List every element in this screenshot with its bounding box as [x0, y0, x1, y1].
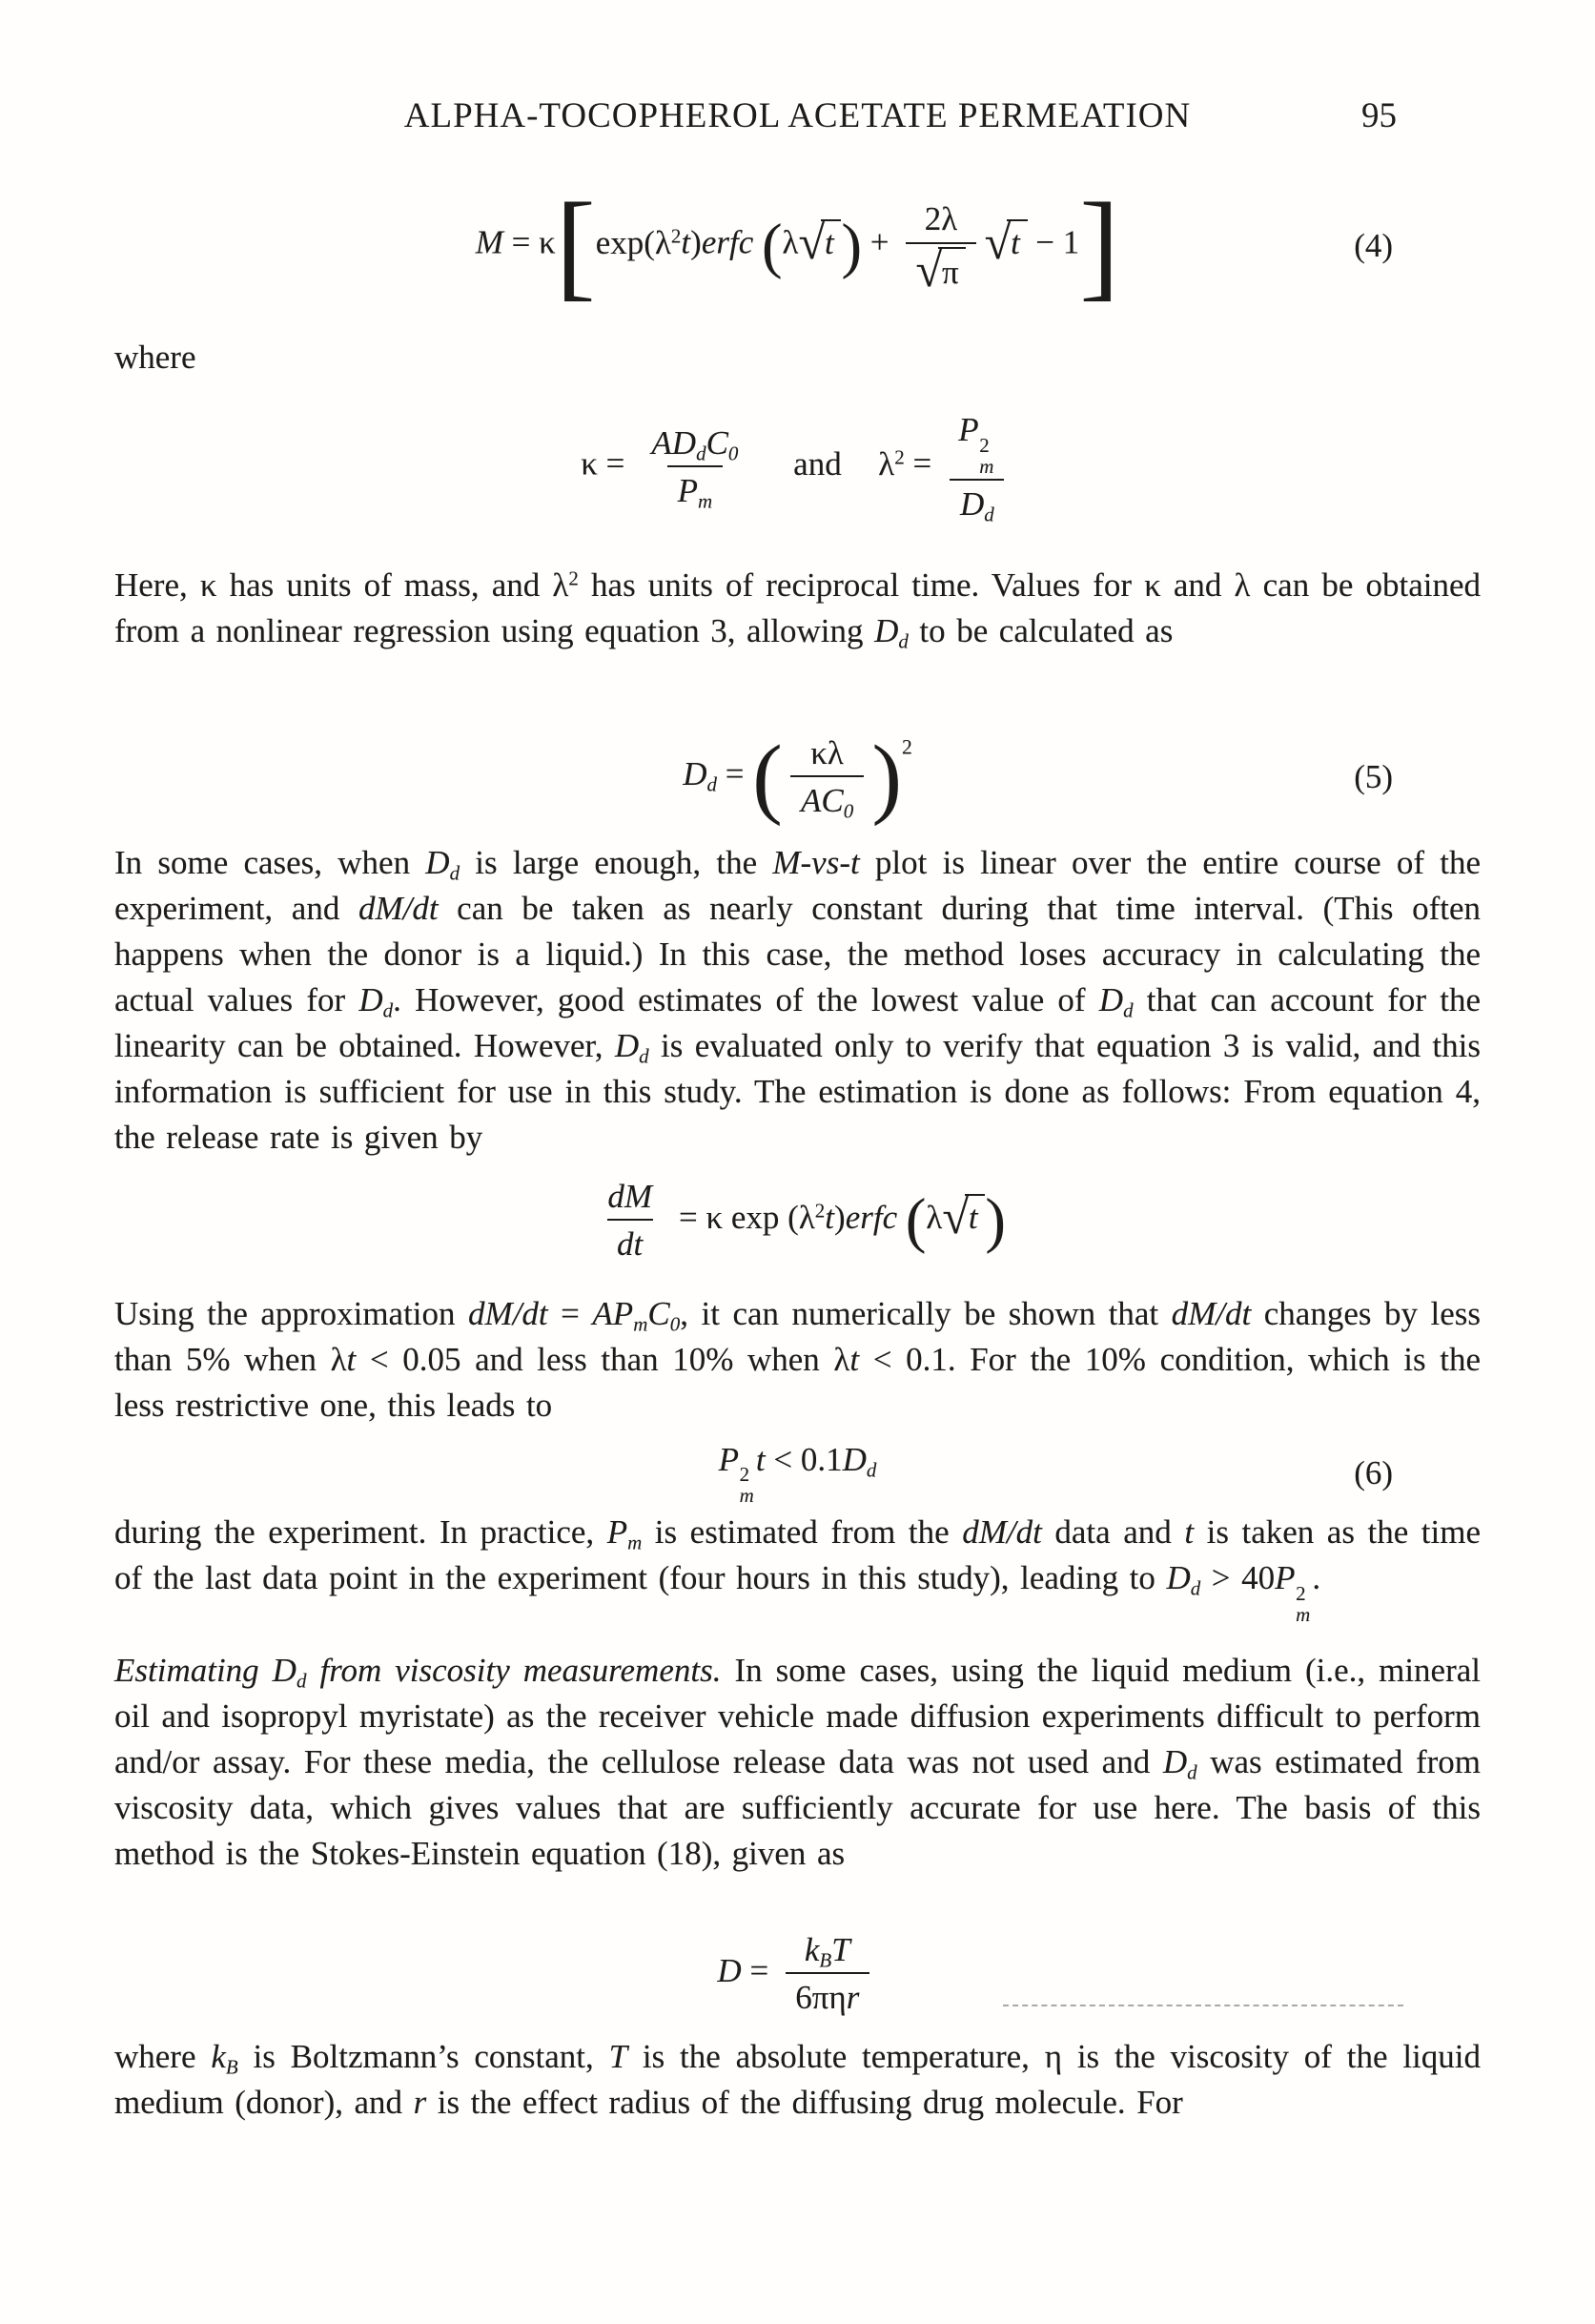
equation-definitions-body: κ = $\frac{AD_dC_0}{P_m}$ and $\lambda^2$ = P 2 m $D_d$ — [581, 410, 1013, 524]
running-head: ALPHA-TOCOPHEROL ACETATE PERMEATION — [403, 96, 1192, 135]
equation-4-body: $M = \kappa[\exp(\lambda^2t)erfc$ (λ√t ) + $\frac{2\lambda}{√\pi}$ √t − 1] — [475, 179, 1120, 312]
equation-5-body: $D_d$ = ( $\frac{\kappa\lambda}{AC_0}$ )$^2$ — [683, 728, 912, 827]
scan-artifact-line — [1003, 2005, 1403, 2006]
equation-5 — [114, 717, 1481, 837]
equation-5-number: (5) — [1354, 758, 1393, 795]
equation-4-number: (4) — [1354, 227, 1393, 264]
paragraph-approximation: Using the approximation $dM/dt = AP_mC_0$, it can numerically be shown that dM/dt changes by less than 5% when λt < 0.05 and less than 10% when λt < 0.1. For the 10% condition, which is the less restrictive one, this leads to — [114, 1295, 1482, 1424]
paragraph-estimating-viscosity: Estimating $D_d$ from viscosity measurements. In some cases, using the liquid medium (i.e., mineral oil and isopropyl myristate) as the receiver vehicle made diffusion experiments difficult to perform and/or assay. For these media, the cellulose release data was not used and $D_d$ was estimated from viscosity data, which gives values that are sufficiently accurate for use here. The basis of this method is the Stokes-Einstein equation (18), given as — [114, 1652, 1482, 1872]
equation-6 — [114, 1440, 1481, 1508]
paragraph-kappa-units: Here, κ has units of mass, and $\lambda^2$ has units of reciprocal time. Values for κ and λ can be obtained from a nonlinear regression using equation 3, allowing $D_d$ to be calculated as — [114, 566, 1481, 653]
where-label: where — [114, 339, 196, 376]
paragraph-linearity: In some cases, when $D_d$ is large enough, the M-vs-t plot is linear over the entire course of the experiment, and dM/dt can be taken as nearly constant during that time interval. (This often happens when the donor is a liquid.) In this case, the method loses accuracy in calculating the actual values for $D_d$. However, good estimates of the lowest value of $D_d$ that can account for the linearity can be obtained. However, $D_d$ is evaluated only to verify that equation 3 is valid, and this information is sufficient for use in this study. The estimation is done as follows: From equation 4, the release rate is given by — [114, 844, 1481, 1156]
paragraph-during-experiment: during the experiment. In practice, $P_m$ is estimated from the dM/dt data and t is taken as the time of the last data point in the experiment (four hours in this study), leading to $D_d > 40P$ 2 m . — [114, 1513, 1482, 1626]
equation-stokes-einstein — [114, 1917, 1481, 2031]
equation-release-rate — [114, 1163, 1481, 1278]
equation-6-body: P 2 m $t < 0.1D_d$ — [718, 1440, 877, 1508]
equation-kappa-lambda-definitions — [114, 405, 1481, 529]
page-number: 95 — [1361, 96, 1397, 135]
equation-release-rate-body: $\frac{dM}{dt}$ = κ $\exp (\lambda^2t)erfc$ (λ√t ) — [607, 1178, 1006, 1263]
paragraph-boltzmann: where $k_B$ is Boltzmann’s constant, T is the absolute temperature, η is the viscosity of the liquid medium (donor), and r is the effect radius of the diffusing drug molecule. For — [114, 2038, 1481, 2121]
page-header — [114, 93, 1481, 139]
equation-stokes-einstein-body: D = $\frac{k_BT}{\text{6πηr}}$ — [717, 1930, 877, 2018]
equation-4 — [114, 170, 1481, 322]
equation-6-number: (6) — [1354, 1454, 1393, 1491]
